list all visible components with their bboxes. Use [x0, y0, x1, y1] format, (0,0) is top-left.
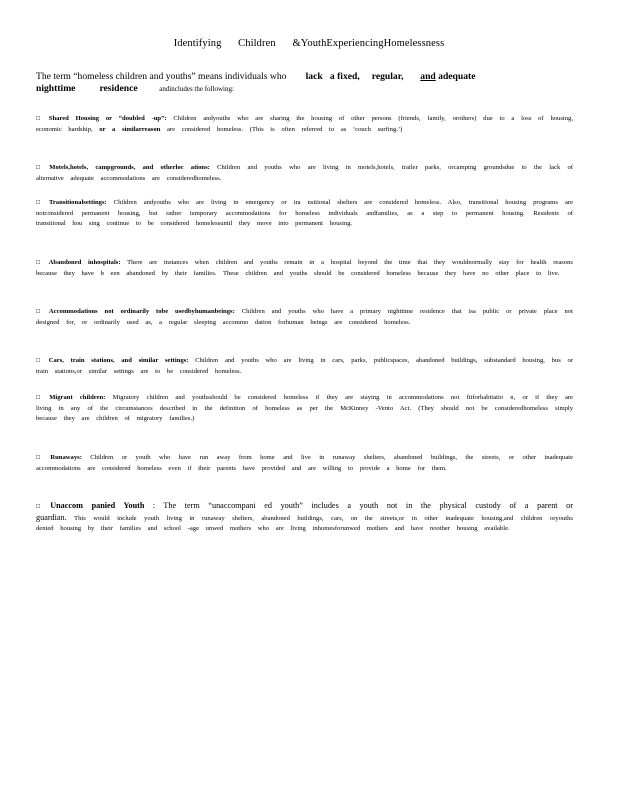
bullet-icon: □: [36, 164, 40, 171]
section-definition: : The term “unaccompani ed youth” includes a youth not in the physical custody of a parent or guardian.: [36, 501, 573, 522]
section-term: Cars, train stations, and similar settings:: [48, 357, 189, 364]
section-migrant-children: [36, 393, 573, 425]
section-motels-hotels: [36, 163, 573, 184]
intro-keyword-and: and: [420, 71, 436, 82]
section-text: Children and youths who are living in motels,hotels, trailer parks, orcamping groundsdue to the lack of alternative adequate accommodations are consideredhomeless.: [36, 164, 573, 182]
bullet-icon: □: [36, 357, 40, 364]
section-text: Children or youth who have run away from home and live in runaway shelters, abandoned buildings, the streets, or other inadequate accommodations are considered homeless even if their parents have provided and are willing to provide a home for them.: [36, 454, 573, 472]
section-term: Accommodations not ordinarily tobe usedbyhumanbeings:: [48, 308, 235, 315]
section-text: Children andyouths who are sharing the housing of other persons (friends, family, orothers) due to a loss of housing, economic hardship,: [36, 115, 573, 133]
section-text: Migratory children and youthsshould be considered homeless if they are staying in accommodations not fitforhabitatio n, or if they are living in any of the circumstances described in the definition of homeless as per the McKinney -Vento Act. (They should not be consideredhomeless simply because they are children of migratory families.): [36, 394, 573, 423]
section-shared-housing: [36, 114, 573, 135]
intro-tail: andincludes the following:: [159, 85, 234, 93]
section-term: Runaways:: [50, 454, 82, 461]
section-transitional-settings: [36, 198, 573, 230]
intro-paragraph: [36, 71, 576, 95]
intro-keyword-adequate: adequate: [438, 71, 476, 82]
intro-keyword-fixed: a fixed,: [329, 71, 360, 82]
section-term: Unaccom panied Youth: [50, 501, 145, 510]
document-title: Identifying Children &YouthExperiencingHomelessness: [173, 38, 445, 49]
section-cars-train-stations: [36, 356, 573, 377]
bullet-icon: □: [36, 259, 40, 266]
bullet-icon: □: [36, 454, 40, 461]
section-text: This would include youth living in runaway shelters, abandoned buildings, cars, on the streets,or in other inadequate housing,and children oryouths denied housing by their families and school -age unwed mothers who are living inhomesforunwed mothers and have noother housing available.: [36, 514, 573, 533]
section-term: Abandoned inhospitals:: [48, 259, 121, 266]
bullet-icon: □: [36, 394, 40, 401]
section-unaccompanied-youth: [36, 501, 573, 535]
section-term: Transitionalsettings:: [48, 199, 107, 206]
intro-keyword-lack: lack: [305, 71, 323, 82]
section-text-continued: are considered homeless. (This is often referred to as ‘couch surfing.’): [167, 125, 403, 133]
section-emphasis: or a similarreason: [99, 125, 161, 133]
intro-keyword-regular: regular,: [371, 71, 404, 82]
section-term: Shared Housing or “doubled -up”:: [48, 115, 167, 122]
section-term: Migrant children:: [49, 394, 106, 401]
bullet-icon: □: [36, 503, 40, 510]
intro-keyword-residence: residence: [99, 83, 138, 94]
intro-lead: The term “homeless children and youths” means individuals who: [36, 71, 287, 82]
bullet-icon: □: [36, 115, 40, 122]
section-accommodations-not-for-humans: [36, 307, 573, 328]
section-text: Children and youths who have a primary nighttime residence that isa public or private place not designed for, or ordinarily used as, a regular sleeping accommo dation forhuman beings are considered homeless.: [36, 308, 573, 326]
section-text: There are instances when children and youths remain in a hospital beyond the time that they wouldnormally stay for health reasons because they have b een abandoned by their families. These children and youths should be considered homeless because they have no other place to live.: [36, 259, 573, 277]
bullet-icon: □: [36, 199, 40, 206]
section-text: Children and youths who are living in cars, parks, publicspaces, abandoned buildings, substandard housing, bus or train stations,or similar settings are to be considered homeless.: [36, 357, 573, 375]
section-abandoned-in-hospitals: [36, 258, 573, 279]
section-text: Children andyouths who are living in emergency or tra nsitional shelters are considered homeless. Also, transitional housing programs are notconsidered permanent housing, but rather temporary accommodations for homeless individuals andfamilies, as a step to permanent housing. Residents of transitional hou sing continue to be considered homelessuntil they move into permanent housing.: [36, 199, 573, 228]
section-runaways: [36, 453, 573, 474]
section-term: Motels,hotels, campgrounds, and otherloc ations:: [49, 164, 210, 171]
intro-keyword-nighttime: nighttime: [36, 83, 76, 94]
bullet-icon: □: [36, 308, 40, 315]
